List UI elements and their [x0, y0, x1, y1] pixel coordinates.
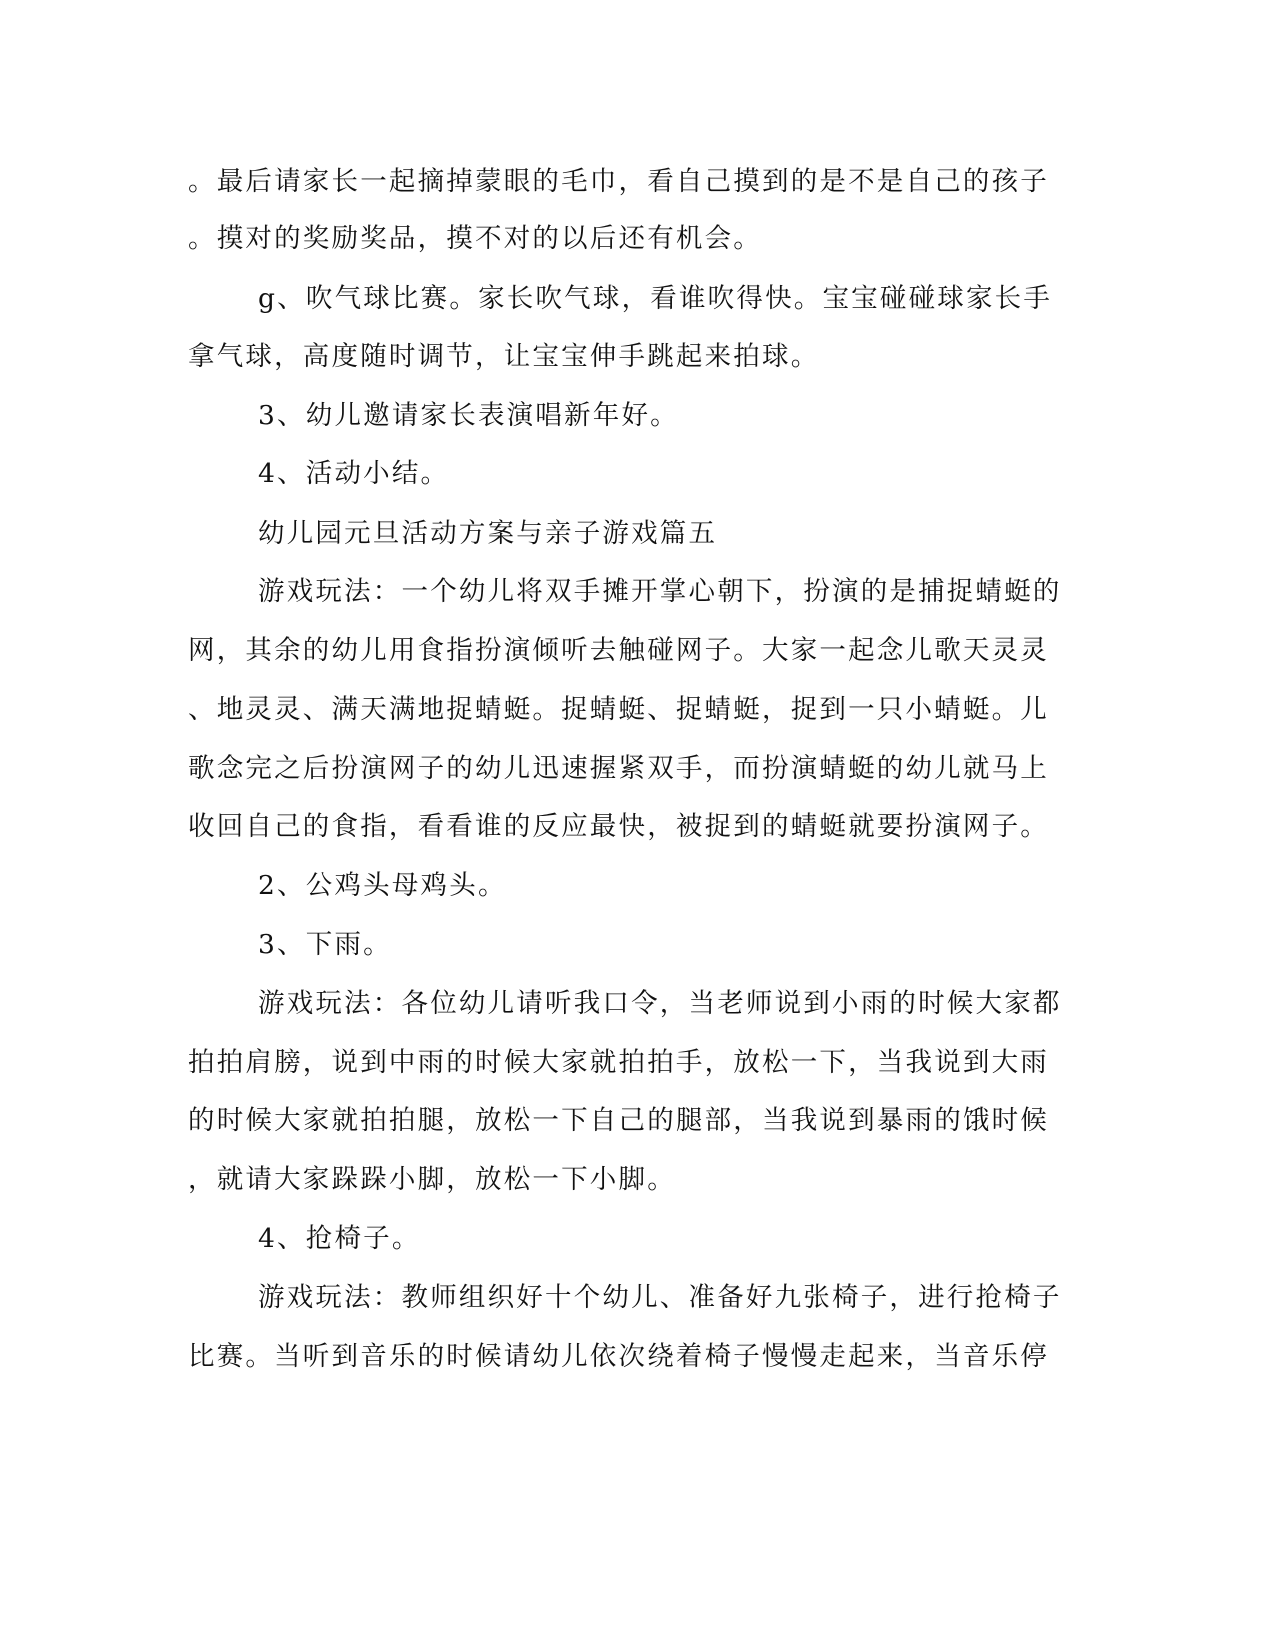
text-line-5: 3、幼儿邀请家长表演唱新年好。 [258, 400, 679, 431]
text-line-1: 。最后请家长一起摘掉蒙眼的毛巾，看自己摸到的是不是自己的孩子 [188, 166, 1049, 197]
text-line-6: 4、活动小结。 [258, 458, 450, 489]
text-line-18: ，就请大家跺跺小脚，放松一下小脚。 [188, 1164, 676, 1195]
text-line-19: 4、抢椅子。 [258, 1223, 421, 1254]
text-line-2: 。摸对的奖励奖品，摸不对的以后还有机会。 [188, 223, 762, 254]
text-line-14: 3、下雨。 [258, 929, 392, 960]
text-line-16: 拍拍肩膀，说到中雨的时候大家就拍拍手，放松一下，当我说到大雨 [188, 1047, 1049, 1078]
text-line-10: 、地灵灵、满天满地捉蜻蜓。捉蜻蜓、捉蜻蜓，捉到一只小蜻蜓。儿 [188, 694, 1049, 725]
text-line-20: 游戏玩法：教师组织好十个幼儿、准备好九张椅子，进行抢椅子 [258, 1282, 1062, 1313]
text-line-8: 游戏玩法：一个幼儿将双手摊开掌心朝下，扮演的是捕捉蜻蜓的 [258, 576, 1062, 607]
text-line-11: 歌念完之后扮演网子的幼儿迅速握紧双手，而扮演蜻蜓的幼儿就马上 [188, 753, 1049, 784]
text-line-15: 游戏玩法：各位幼儿请听我口令，当老师说到小雨的时候大家都 [258, 988, 1062, 1019]
text-line-12: 收回自己的食指，看看谁的反应最快，被捉到的蜻蜓就要扮演网子。 [188, 811, 1049, 842]
text-line-21: 比赛。当听到音乐的时候请幼儿依次绕着椅子慢慢走起来，当音乐停 [188, 1341, 1049, 1372]
section-heading: 幼儿园元旦活动方案与亲子游戏篇五 [258, 518, 718, 549]
text-line-3: g、吹气球比赛。家长吹气球，看谁吹得快。宝宝碰碰球家长手 [258, 283, 1053, 314]
text-line-4: 拿气球，高度随时调节，让宝宝伸手跳起来拍球。 [188, 341, 820, 372]
text-line-13: 2、公鸡头母鸡头。 [258, 870, 507, 901]
text-line-9: 网，其余的幼儿用食指扮演倾听去触碰网子。大家一起念儿歌天灵灵 [188, 635, 1049, 666]
text-line-17: 的时候大家就拍拍腿，放松一下自己的腿部，当我说到暴雨的饿时候 [188, 1105, 1049, 1136]
